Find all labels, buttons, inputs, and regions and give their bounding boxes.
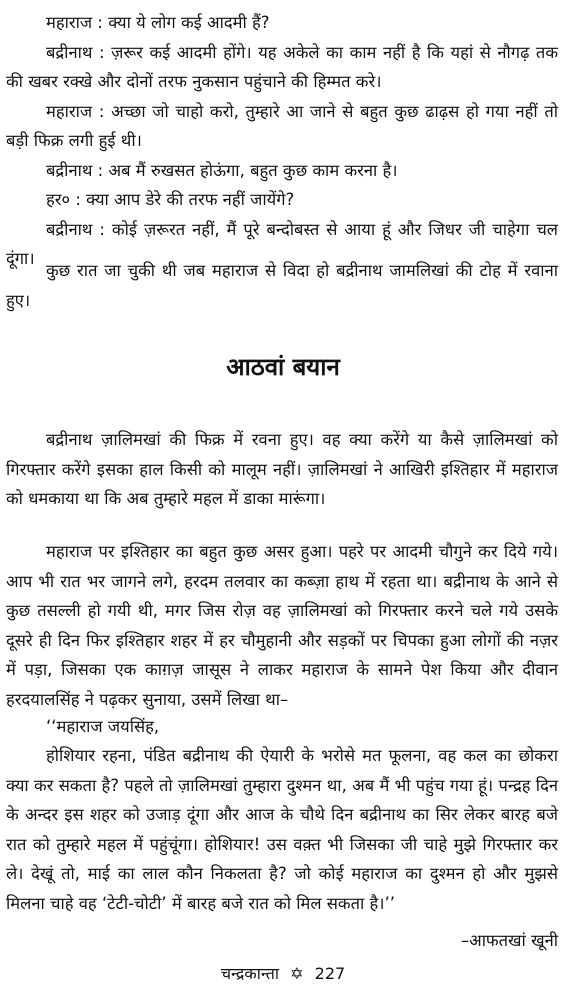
letter-salutation: ‘‘महाराज जयसिंह, <box>46 717 160 736</box>
page-footer <box>0 962 566 986</box>
page-number: 227 <box>314 964 346 983</box>
letter-signature: –आफतखां खूनी <box>460 931 558 950</box>
dialogue-paragraph: बद्रीनाथ : कोई ज़रूरत नहीं, मैं पूरे बन्दोबस्त से आया हूं और जिधर जी चाहेगा चल दूंगा। <box>6 219 558 268</box>
dialogue-paragraph: हर० : क्या आप डेरे की तरफ नहीं जायेंगे? <box>46 190 295 209</box>
chapter-title: आठवां बयान <box>226 353 340 381</box>
narrative-paragraph: महाराज पर इश्तिहार का बहुत कुछ असर हुआ। पहरे पर आदमी चौगुने कर दिये गये। आप भी रात भर जागने लगे, हरदम तलवार का कब्ज़ा हाथ में रहता था। बद्रीनाथ के आने से कुछ तसल्ली हो गयी थी, मगर जिस रोज़ वह ज़ालिमखां को गिरफ्तार करने चले गये उसके दूसरे ही दिन फिर इश्तिहार शहर में हर चौमुहानी और सड़कों पर चिपका हुआ लोगों की नज़र में पड़ा, जिसका एक काग़ज़ जासूस ने लाकर महाराज के सामने पेश किया और दीवान हरदयालसिंह ने पढ़कर सुनाया, उसमें लिखा था– <box>6 542 558 709</box>
narrative-paragraph: बद्रीनाथ ज़ालिमखां की फिक्र में रवना हुए। वह क्या करेंगे या कैसे ज़ालिमखां को गिरफ्तार करेंगे इसका हाल किसी को मालूम नहीं। ज़ालिमखां ने आखिरी इश्तिहार में महाराज को धमकाया था कि अब तुम्हारे महल में डाका मारूंगा। <box>6 430 558 508</box>
dialogue-paragraph: महाराज : क्या ये लोग कई आदमी हैं? <box>46 13 270 32</box>
dialogue-paragraph: महाराज : अच्छा जो चाहो करो, तुम्हारे आ जाने से बहुत कुछ ढाढ़स हो गया नहीं तो बड़ी फिक्र लगी हुई थी। <box>6 101 558 150</box>
narrative-paragraph: कुछ रात जा चुकी थी जब महाराज से विदा हो बद्रीनाथ जामलिखां की टोह में रवाना हुए। <box>6 261 558 310</box>
dialogue-paragraph: बद्रीनाथ : ज़रूर कई आदमी होंगे। यह अकेले का काम नहीं है कि यहां से नौगढ़ तक की खबर रक्खे और दोनों तरफ नुकसान पहुंचाने की हिम्मत करे। <box>6 42 558 91</box>
dialogue-paragraph: बद्रीनाथ : अब मैं रुखसत होऊंगा, बहुत कुछ काम करना है। <box>46 160 398 180</box>
book-title: चन्द्रकान्ता <box>220 964 280 983</box>
star-icon: ✡ <box>290 964 304 983</box>
letter-body: होशियार रहना, पंडित बद्रीनाथ की ऐयारी के भरोसे मत फूलना, वह कल का छोकरा क्या कर सकता है? पहले तो ज़ालिमखां तुम्हारा दुश्मन था, अब मैं भी पहुंच गया हूं। पन्द्रह दिन के अन्दर इस शहर को उजाड़ दूंगा और आज के चौथे दिन बद्रीनाथ का सिर लेकर बारह बजे रात को तुम्हारे महल में पहुंचूंगा। होशियार! उस वक़्त भी जिसका जी चाहे मुझे गिरफ्तार कर ले। देखूं तो, माई का लाल कौन निकलता है? जो कोई महाराज का दुश्मन हो और मुझसे मिलना चाहे वह ‘टेटी-चोटी’ में बारह बजे रात को मिल सकता है।’’ <box>6 746 558 913</box>
